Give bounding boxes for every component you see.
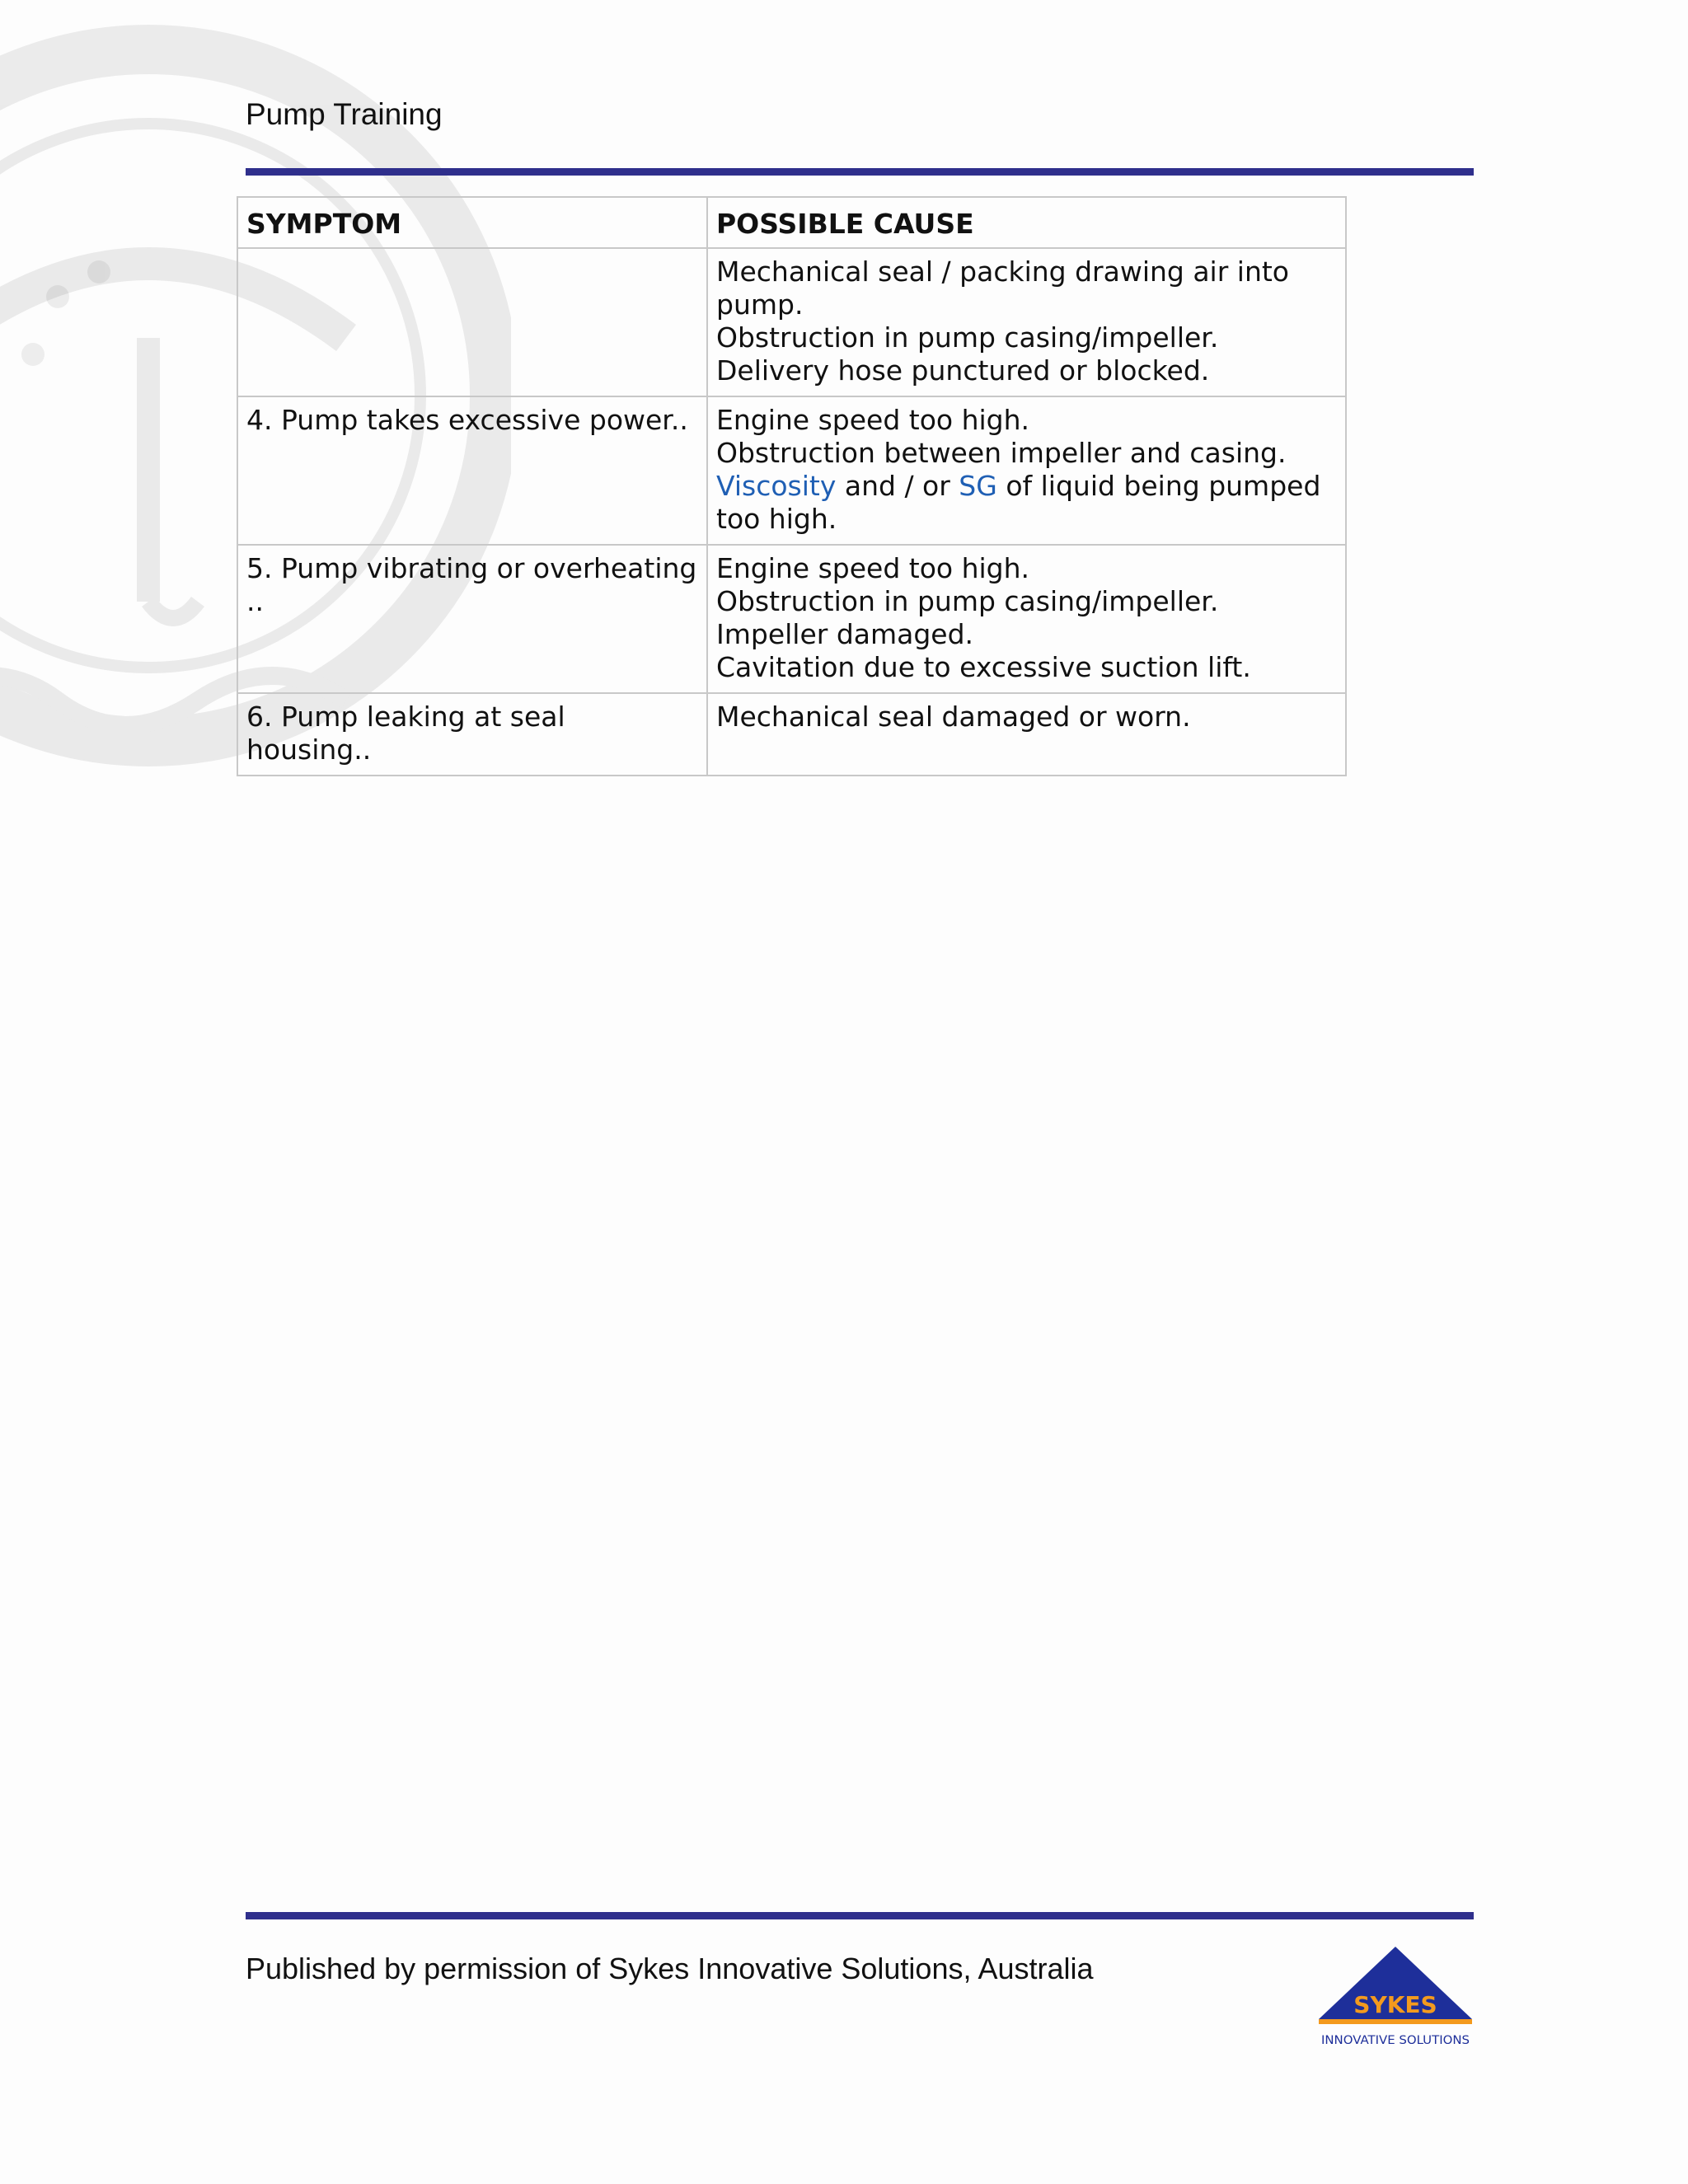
symptom-cell: 6. Pump leaking at seal housing.. (237, 693, 707, 776)
symptom-cell (237, 248, 707, 396)
cause-text: and / or (836, 470, 959, 502)
cause-line: Impeller damaged. (716, 618, 974, 650)
cause-cell (707, 248, 1346, 396)
cause-line: Obstruction in pump casing/impeller. (716, 321, 1219, 354)
cause-line: Mechanical seal / packing drawing air into pump. (716, 255, 1289, 321)
symptom-cell: 5. Pump vibrating or overheating .. (237, 545, 707, 693)
cause-line-rich (716, 470, 1337, 536)
cause-line: Engine speed too high. (716, 552, 1030, 584)
table-row (237, 396, 1346, 545)
cause-cell (707, 396, 1346, 545)
viscosity-link[interactable]: Viscosity (716, 470, 837, 502)
sykes-logo (1317, 1943, 1474, 2050)
troubleshooting-table (237, 196, 1347, 776)
cause-line: Obstruction between impeller and casing. (716, 437, 1287, 469)
table-row (237, 248, 1346, 396)
symptom-cell: 4. Pump takes excessive power.. (237, 396, 707, 545)
footer-credit: Published by permission of Sykes Innovative Solutions, Australia (246, 1952, 1094, 1985)
cause-text: of liquid being pumped too high. (716, 470, 1321, 535)
header-rule (246, 168, 1474, 176)
symptom-column-header: SYMPTOM (237, 197, 707, 248)
cause-cell (707, 545, 1346, 693)
logo-tagline: INNOVATIVE SOLUTIONS (1321, 2034, 1470, 2047)
cause-line: Cavitation due to excessive suction lift. (716, 651, 1251, 683)
table-row (237, 693, 1346, 776)
cause-line: Mechanical seal damaged or worn. (716, 701, 1191, 733)
logo-name: SYKES (1353, 1991, 1437, 2018)
cause-line: Engine speed too high. (716, 404, 1030, 436)
sg-link[interactable]: SG (959, 470, 997, 502)
cause-cell (707, 693, 1346, 776)
table-header-row (237, 197, 1346, 248)
page-header-title: Pump Training (246, 97, 443, 131)
cause-line: Delivery hose punctured or blocked. (716, 354, 1210, 387)
cause-column-header: POSSIBLE CAUSE (707, 197, 1346, 248)
table-row (237, 545, 1346, 693)
footer-rule (246, 1912, 1474, 1919)
cause-line: Obstruction in pump casing/impeller. (716, 585, 1219, 617)
